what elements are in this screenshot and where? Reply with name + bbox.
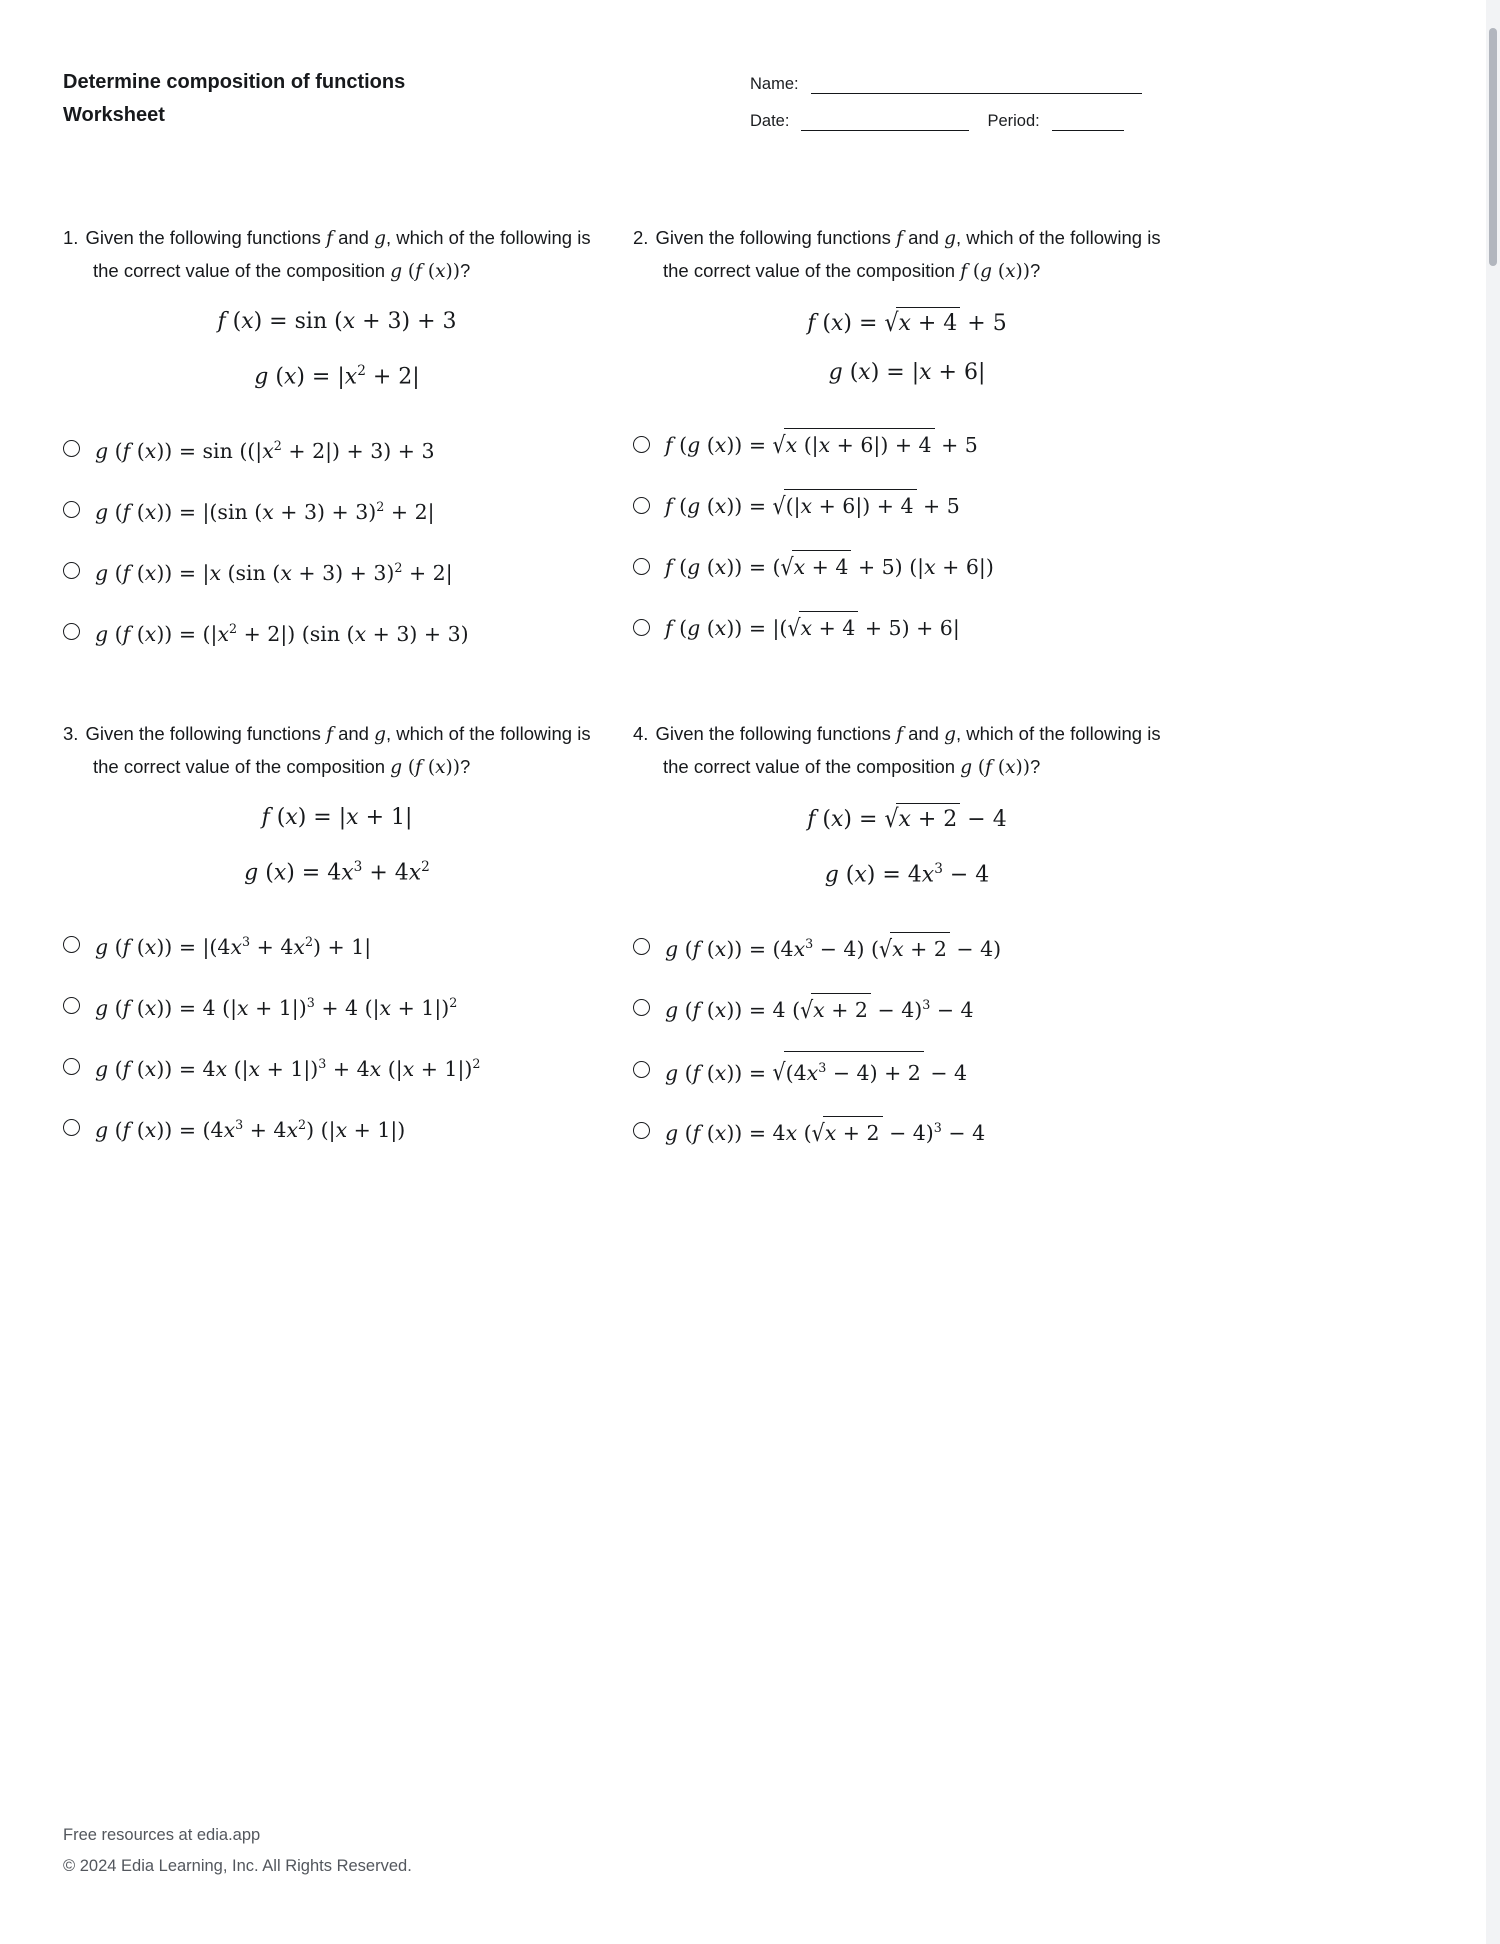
answer-options <box>633 929 1181 1149</box>
radio-button-icon[interactable] <box>633 558 650 575</box>
option-expression: g (f $(x)) = \sin ((|x^2 + 2|) + 3) + 3$ <box>95 437 435 463</box>
answer-option[interactable] <box>63 1110 611 1146</box>
radio-button-icon[interactable] <box>633 619 650 636</box>
question-3 <box>63 718 611 1173</box>
questions-grid <box>63 222 1181 1173</box>
radio-button-icon[interactable] <box>63 501 80 518</box>
question-text: 3. Given the following functions f and g, which of the following is the correct value of the composition g (f (x))? <box>63 723 591 779</box>
radio-button-icon[interactable] <box>633 938 650 955</box>
f-definition: f (x) = √ x + 2 − 4 <box>633 803 1181 835</box>
option-expression: g (f $(x)) = (|x^2 + 2|)$ (sin (x + 3) + 3) <box>95 620 469 646</box>
question-text: 1. Given the following functions f and g, which of the following is the correct value of the composition g (f (x))? <box>63 227 591 282</box>
question-text: 2. Given the following functions f and g, which of the following is the correct value of the composition f (g (x))? <box>633 227 1161 282</box>
date-blank-line <box>801 114 969 131</box>
g-definition: g $(x) = |x^2 + 2|$ <box>254 363 420 390</box>
option-expression: g (f (x)) = |(sin (x + 3) + 3)$^2$ + 2| <box>95 498 435 524</box>
radio-button-icon[interactable] <box>633 497 650 514</box>
function-definitions <box>63 307 611 392</box>
f-definition: f (x) = √ x + 4 + 5 <box>633 307 1181 339</box>
radio-button-icon[interactable] <box>63 936 80 953</box>
function-definitions <box>63 803 611 888</box>
option-expression: g (f (x)) = 4x $(|x + 1|)^3 + 4x$ $(|x + 1|)^2$ <box>95 1056 481 1082</box>
answer-option[interactable] <box>63 927 611 963</box>
radio-button-icon[interactable] <box>633 999 650 1016</box>
answer-option[interactable] <box>633 990 1181 1026</box>
g-definition: g (x) = |x + 6| <box>828 360 986 385</box>
answer-options <box>633 426 1181 645</box>
radio-button-icon[interactable] <box>63 1119 80 1136</box>
option-expression: g (f (x)) = |x (sin (x + 3) + 3)$^2$ + 2| <box>95 559 453 585</box>
function-definitions <box>633 307 1181 388</box>
answer-option[interactable] <box>633 487 1181 523</box>
footer-copyright-line: © 2024 Edia Learning, Inc. All Rights Reserved. <box>63 1857 412 1875</box>
radio-button-icon[interactable] <box>633 436 650 453</box>
option-expression: g (f $(x)) = |(4x^3 + 4x^2) + 1|$ <box>95 934 372 960</box>
worksheet-header <box>63 66 405 132</box>
page-footer <box>63 1820 412 1882</box>
option-expression: f (g (x)) = √ x (|x + 6|) + 4 + 5 <box>665 428 978 460</box>
option-expression: g (f $(x)) = (4x^3 - 4)$ ( √ x + 2 − 4) <box>665 929 1001 964</box>
option-expression: g (f (x)) = 4 ( √ x + 2 − 4)$^3$ − 4 <box>665 990 974 1025</box>
scrollbar-thumb[interactable] <box>1489 28 1497 266</box>
option-expression: f (g (x)) = |( √ x + 4 + 5) + 6| <box>665 611 960 643</box>
radio-button-icon[interactable] <box>633 1122 650 1139</box>
radio-button-icon[interactable] <box>63 562 80 579</box>
question-number: 2. <box>633 227 649 248</box>
answer-option[interactable] <box>63 491 611 527</box>
answer-option[interactable] <box>63 1049 611 1085</box>
question-1 <box>63 222 611 674</box>
footer-resources-line: Free resources at edia.app <box>63 1826 261 1844</box>
name-field <box>750 74 1142 94</box>
radio-button-icon[interactable] <box>63 440 80 457</box>
option-expression: g (f $(x)) = (4x^3 + 4x^2) (|x + 1|)$ <box>95 1117 406 1143</box>
date-period-row <box>750 111 1142 131</box>
function-definitions <box>633 803 1181 890</box>
page-title: Determine composition of functions <box>63 71 406 93</box>
answer-option[interactable] <box>63 430 611 466</box>
date-label: Date: <box>750 112 790 130</box>
name-blank-line <box>811 77 1142 94</box>
g-definition: g $(x) = 4x^3 + 4x^2$ <box>244 859 430 886</box>
period-label: Period: <box>987 112 1040 130</box>
f-definition: f (x) = |x + 1| <box>261 805 413 831</box>
name-label: Name: <box>750 75 799 93</box>
option-expression: g (f (x)) = 4x ( √ x + 2 − 4)$^3$ − 4 <box>665 1113 985 1148</box>
answer-options <box>63 430 611 649</box>
question-number: 1. <box>63 227 79 248</box>
scrollbar-track[interactable] <box>1486 0 1500 1944</box>
radio-button-icon[interactable] <box>633 1061 650 1078</box>
answer-option[interactable] <box>633 426 1181 462</box>
f-definition: f (x) = sin (x + 3) + 3 <box>217 309 457 334</box>
answer-option[interactable] <box>63 613 611 649</box>
question-4 <box>633 718 1181 1173</box>
radio-button-icon[interactable] <box>63 623 80 640</box>
student-fields <box>750 74 1142 148</box>
question-2 <box>633 222 1181 674</box>
radio-button-icon[interactable] <box>63 1058 80 1075</box>
answer-option[interactable] <box>633 609 1181 645</box>
answer-option[interactable] <box>633 1112 1181 1148</box>
answer-option[interactable] <box>63 552 611 588</box>
radio-button-icon[interactable] <box>63 997 80 1014</box>
answer-option[interactable] <box>633 929 1181 965</box>
page-subtitle: Worksheet <box>63 104 165 126</box>
g-definition: g $(x) = 4x^3 - 4$ <box>824 861 990 888</box>
question-text: 4. Given the following functions f and g, which of the following is the correct value of the composition g (f (x))? <box>633 723 1161 779</box>
question-number: 4. <box>633 723 649 745</box>
option-expression: g (f (x)) = √ $(4x^3 - 4) + 2 - 4$ <box>665 1051 967 1088</box>
option-expression: f (g (x)) = √ (|x + 6|) + 4 + 5 <box>665 489 960 521</box>
answer-option[interactable] <box>633 1051 1181 1088</box>
answer-option[interactable] <box>63 988 611 1024</box>
option-expression: g (f (x)) = 4 $(|x + 1|)^3 + 4$ $(|x + 1|)^2$ <box>95 995 458 1021</box>
question-number: 3. <box>63 723 79 745</box>
option-expression: f (g (x)) = ( √ x + 4 + 5) (|x + 6|) <box>665 550 994 582</box>
answer-options <box>63 927 611 1146</box>
answer-option[interactable] <box>633 548 1181 584</box>
period-blank-line <box>1052 114 1124 131</box>
